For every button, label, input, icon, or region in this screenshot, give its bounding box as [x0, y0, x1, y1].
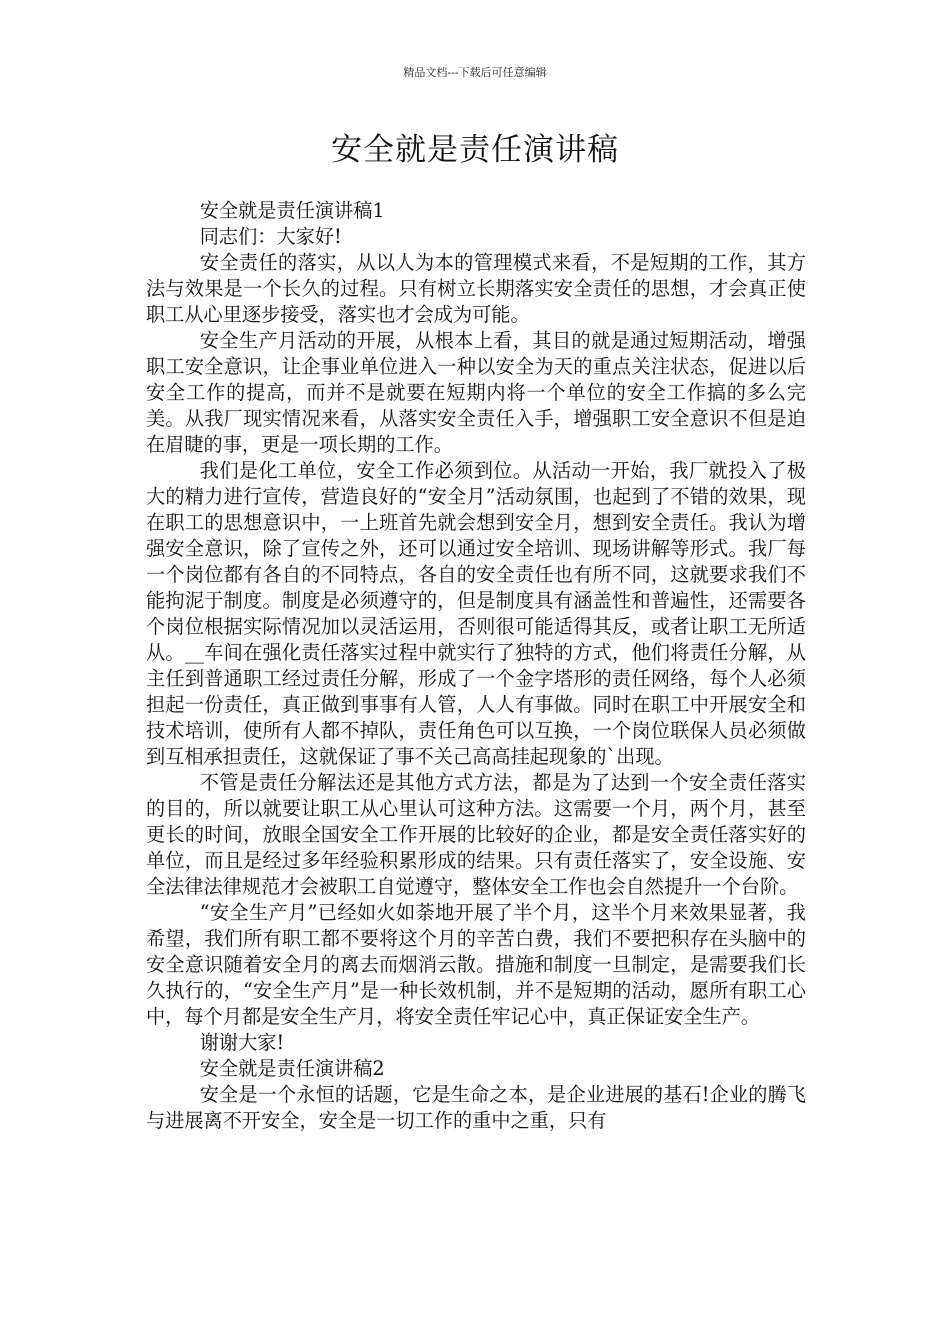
paragraph-closing: 谢谢大家!: [199, 1031, 285, 1054]
paragraph: 安全责任的落实，从以人为本的管理模式来看，不是短期的工作，其方法与效果是一个长久的过程。只有树立长期落实安全责任的思想，才会真正使职工从心里逐步接受，落实也才会成为可能。: [146, 251, 806, 326]
document-title: 安全就是责任演讲稿: [331, 132, 619, 168]
paragraph: 安全是一个永恒的话题，它是生命之本，是企业进展的基石!企业的腾飞与进展离不开安全，安全是一切工作的重中之重，只有: [146, 1083, 806, 1132]
document-body: [146, 198, 806, 1134]
page-header: 精品文档---下载后可任意编辑: [403, 66, 547, 79]
paragraph-speech-2-heading: 安全就是责任演讲稿2: [199, 1057, 385, 1080]
paragraph: 安全生产月活动的开展，从根本上看，其目的就是通过短期活动，增强职工安全意识，让企事业单位进入一种以安全为天的重点关注状态，促进以后安全工作的提高，而并不是就要在短期内将一个单位的安全工作搞的多么完美。从我厂现实情况来看，从落实安全责任入手，增强职工安全意识不但是迫在眉睫的事，更是一项长期的工作。: [146, 329, 806, 456]
paragraph: 我们是化工单位，安全工作必须到位。从活动一开始，我厂就投入了极大的精力进行宣传，营造良好的“安全月”活动氛围，也起到了不错的效果，现在职工的思想意识中，一上班首先就会想到安全月，想到安全责任。我认为增强安全意识，除了宣传之外，还可以通过安全培训、现场讲解等形式。我厂每一个岗位都有各自的不同特点，各自的安全责任也有所不同，这就要求我们不能拘泥于制度。制度是必须遵守的，但是制度具有涵盖性和普遍性，还需要各个岗位根据实际情况加以灵活运用，否则很可能适得其反，或者让职工无所适从。__车间在强化责任落实过程中就实行了独特的方式，他们将责任分解，从主任到普通职工经过责任分解，形成了一个金字塔形的责任网络，每个人必须担起一份责任，真正做到事事有人管，人人有事做。同时在职工中开展安全和技术培训，使所有人都不掉队，责任角色可以互换，一个岗位联保人员必须做到互相承担责任，这就保证了事不关己高高挂起现象的`出现。: [146, 459, 806, 768]
paragraph: “安全生产月”已经如火如荼地开展了半个月，这半个月来效果显著，我希望，我们所有职工都不要将这个月的辛苦白费，我们不要把积存在头脑中的安全意识随着安全月的离去而烟消云散。措施和制度一旦制定，是需要我们长久执行的，“安全生产月”是一种长效机制，并不是短期的活动，愿所有职工心中，每个月都是安全生产月，将安全责任牢记心中，真正保证安全生产。: [146, 901, 806, 1028]
paragraph-speech-1-heading: 安全就是责任演讲稿1: [199, 199, 385, 222]
paragraph-greeting: 同志们：大家好!: [199, 225, 342, 248]
paragraph: 不管是责任分解法还是其他方式方法，都是为了达到一个安全责任落实的目的，所以就要让职工从心里认可这种方法。这需要一个月，两个月，甚至更长的时间，放眼全国安全工作开展的比较好的企业，都是安全责任落实好的单位，而且是经过多年经验积累形成的结果。只有责任落实了，安全设施、安全法律法律规范才会被职工自觉遵守，整体安全工作也会自然提升一个台阶。: [146, 771, 806, 898]
